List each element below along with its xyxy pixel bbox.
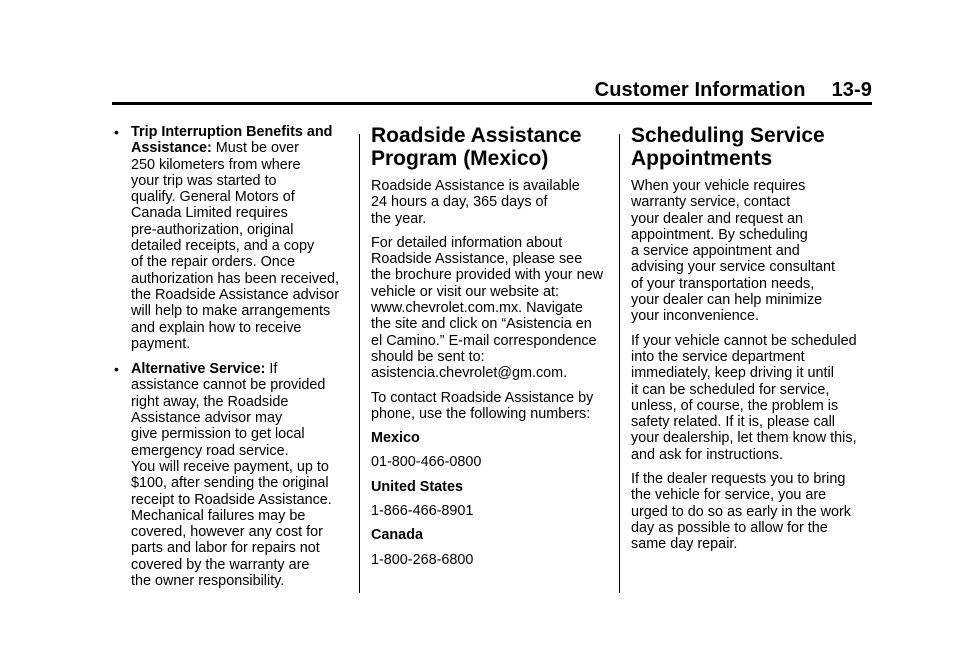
text-line: your trip was started to xyxy=(131,172,277,189)
column-divider-2 xyxy=(619,134,620,593)
text-line: right away, the Roadside xyxy=(131,393,289,410)
text-line: and ask for instructions. xyxy=(631,446,783,463)
text-line: day as possible to allow for the xyxy=(631,519,828,536)
contact-phone-united-states: 1-866-466-8901 xyxy=(371,503,474,520)
text-line: $100, after sending the original xyxy=(131,475,329,492)
text-line: emergency road service. xyxy=(131,442,289,459)
text-line: Mechanical failures may be xyxy=(131,507,306,524)
text-line: Assistance advisor may xyxy=(131,410,283,427)
text-line: phone, use the following numbers: xyxy=(371,405,591,422)
text-line: warranty service, contact xyxy=(631,194,791,211)
bullet-alternative-service xyxy=(114,361,350,589)
text-line: 24 hours a day, 365 days of xyxy=(371,194,548,211)
text-line: If the dealer requests you to bring xyxy=(631,471,846,488)
text-line: and explain how to receive xyxy=(131,319,302,336)
text-line: When your vehicle requires xyxy=(631,178,806,194)
text-line: Roadside Assistance, please see xyxy=(371,251,583,268)
text-line: the Roadside Assistance advisor xyxy=(131,286,339,303)
contact-country-mexico: Mexico xyxy=(371,430,420,447)
heading-line: Program (Mexico) xyxy=(371,147,549,170)
text-line: safety related. If it is, please call xyxy=(631,414,835,431)
column-divider-1 xyxy=(359,134,360,593)
text-line: should be sent to: xyxy=(371,348,485,365)
text-line: the year. xyxy=(371,210,427,227)
paragraph xyxy=(371,235,611,382)
paragraph xyxy=(631,333,871,463)
text-line: your inconvenience. xyxy=(631,308,759,325)
text-line: advising your service consultant xyxy=(631,259,835,276)
text-line: of the repair orders. Once xyxy=(131,254,295,271)
bullet-lead: Trip Interruption Benefits and Assistance: xyxy=(131,124,333,157)
text-line: asistencia.chevrolet@gm.com. xyxy=(371,365,568,382)
text-line: the owner responsibility. xyxy=(131,573,285,590)
text-line: To contact Roadside Assistance by xyxy=(371,389,594,406)
text-line: into the service department xyxy=(631,348,805,365)
text-line: the brochure provided with your new xyxy=(371,267,603,284)
text-line: Roadside Assistance is available xyxy=(371,178,580,194)
text-line: it can be scheduled for service, xyxy=(631,381,830,398)
text-line: urged to do so as early in the work xyxy=(631,503,851,520)
paragraph xyxy=(631,471,871,552)
text-line: the vehicle for service, you are xyxy=(631,487,827,504)
paragraph xyxy=(371,178,611,227)
bullet-icon: • xyxy=(114,361,119,378)
text-line: covered by the warranty are xyxy=(131,556,310,573)
text-line: Canada Limited requires xyxy=(131,205,288,222)
heading-line: Roadside Assistance xyxy=(371,124,582,147)
header-rule xyxy=(112,102,872,105)
text-line: qualify. General Motors of xyxy=(131,189,295,206)
column-2 xyxy=(371,124,611,576)
text-line: pre-authorization, original xyxy=(131,221,294,238)
section-heading-roadside xyxy=(371,124,611,170)
text-line: authorization has been received, xyxy=(131,270,340,287)
text-line: www.chevrolet.com.mx. Navigate xyxy=(371,300,583,317)
text-line: your dealership, let them know this, xyxy=(631,430,857,447)
contact-country-united-states: United States xyxy=(371,478,463,495)
text-line: el Camino.” E-mail correspondence xyxy=(371,332,597,349)
paragraph xyxy=(631,178,871,325)
contact-country-canada: Canada xyxy=(371,527,423,544)
text-line: Must be over xyxy=(215,140,299,157)
text-line: parts and labor for repairs not xyxy=(131,540,320,557)
text-line: 250 kilometers from where xyxy=(131,156,301,173)
text-line: same day repair. xyxy=(631,536,738,553)
text-line: receipt to Roadside Assistance. xyxy=(131,491,332,508)
section-heading-scheduling xyxy=(631,124,871,170)
section-title: Customer Information xyxy=(594,79,806,101)
text-line: give permission to get local xyxy=(131,426,305,443)
heading-line: Scheduling Service xyxy=(631,124,825,147)
contact-phone-mexico: 01-800-466-0800 xyxy=(371,454,482,471)
text-line: appointment. By scheduling xyxy=(631,226,808,243)
text-line: covered, however any cost for xyxy=(131,524,323,541)
paragraph xyxy=(371,390,611,423)
text-line: For detailed information about xyxy=(371,234,563,251)
text-line: If your vehicle cannot be scheduled xyxy=(631,332,857,349)
column-1 xyxy=(114,124,350,598)
text-line: payment. xyxy=(131,335,191,352)
text-line: vehicle or visit our website at: xyxy=(371,283,559,300)
text-line: will help to make arrangements xyxy=(131,303,331,320)
text-line: unless, of course, the problem is xyxy=(631,397,839,414)
text-line: immediately, keep driving it until xyxy=(631,365,834,382)
contact-phone-canada: 1-800-268-6800 xyxy=(371,551,474,568)
bullet-lead: Alternative Service: xyxy=(131,361,266,378)
text-line: assistance cannot be provided xyxy=(131,377,326,394)
text-line: your dealer can help minimize xyxy=(631,292,823,309)
bullet-trip-interruption xyxy=(114,124,350,352)
page-number: 13-9 xyxy=(831,79,872,101)
page-header xyxy=(595,79,872,102)
text-line: You will receive payment, up to xyxy=(131,458,329,475)
text-line: of your transportation needs, xyxy=(631,275,815,292)
heading-line: Appointments xyxy=(631,147,773,170)
text-line: a service appointment and xyxy=(631,243,800,260)
text-line: If xyxy=(269,361,278,378)
text-line: your dealer and request an xyxy=(631,210,804,227)
bullet-icon: • xyxy=(114,124,119,140)
text-line: detailed receipts, and a copy xyxy=(131,238,315,255)
column-3 xyxy=(631,124,871,561)
text-line: the site and click on “Asistencia en xyxy=(371,316,592,333)
